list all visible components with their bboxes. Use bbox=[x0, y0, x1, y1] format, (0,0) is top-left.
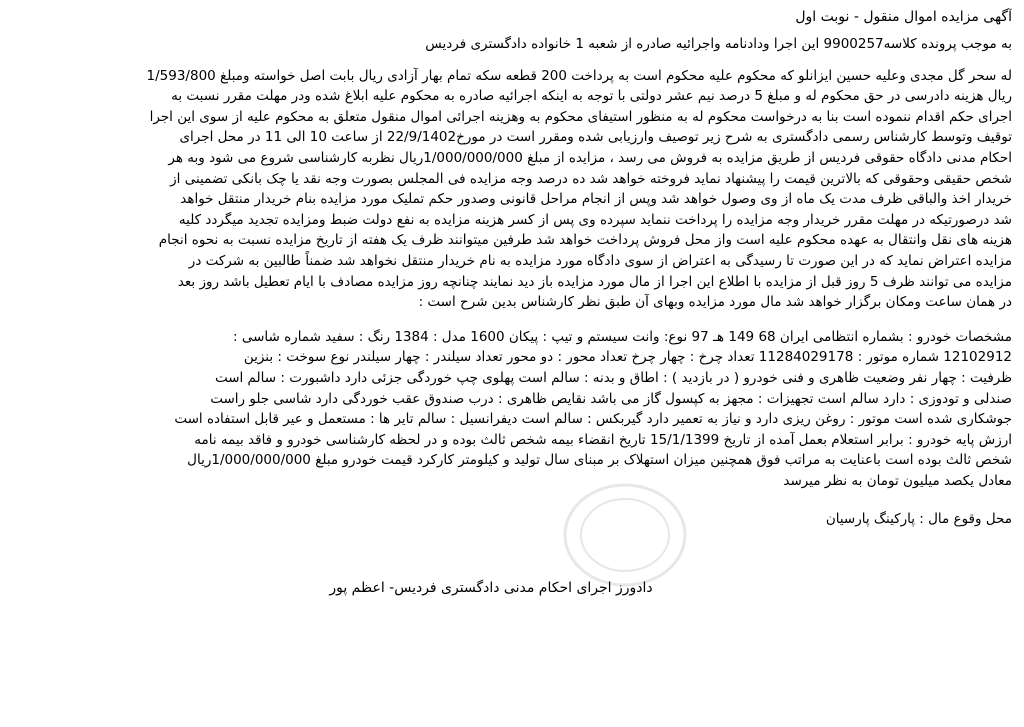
body-line: خریدار اخذ والباقی ظرف مدت یک ماه از وی وصول خواهد شد وپس از انجام مراحل قانونی وصدور حکم تملیک مورد مزایده بنام خریدار منتقل خواهد bbox=[180, 191, 1012, 208]
spec-line: معادل یکصد میلیون تومان به نظر میرسد bbox=[783, 472, 1012, 489]
body-line: شخص حقیقی وحقوقی که بالاترین قیمت را پیشنهاد نماید فروخته خواهد شد ده درصد وجه مزایده فی المجلس بصورت وجه نقد یا چک بانکی تضمینی از bbox=[170, 170, 1012, 187]
spec-line: ظرفیت : چهار نفر وضعیت ظاهری و فنی خودرو ( در بازدید ) : اطاق و بدنه : سالم است پهلوی چپ خوردگی جزئی دارد داشبورت : سالم است bbox=[214, 369, 1012, 386]
spec-line: شخص ثالث بوده است باعنایت به مراتب فوق همچنین میزان استهلاک بر مبنای سال تولید و کیلومتر کارکرد قیمت خودرو مبلغ 1/000/000/000ریال bbox=[187, 452, 1012, 469]
spec-line: صندلی و تودوزی : دارد سالم است تجهیزات : مجهز به کپسول گاز می باشد نقایص ظاهری : درب صندوق عقب خوردگی دارد شاسی جلو راست bbox=[210, 390, 1012, 407]
body-line: هزینه های نقل وانتقال به عهده محکوم علیه است واز محل فروش پرداخت خواهد شد طرفین میتوانند ظرف یک هفته از تاریخ مزایده نسبت به نحوه انجام bbox=[158, 232, 1012, 249]
body-line: در همان ساعت ومکان برگزار خواهد شد مال مورد مزایده وبهای آن طبق نظر کارشناس بدین شرح است : bbox=[418, 294, 1012, 311]
vehicle-specs-paragraph bbox=[10, 327, 1012, 492]
notice-title: آگهی مزایده اموال منقول - نوبت اول bbox=[795, 9, 1012, 25]
spec-line: ارزش پایه خودرو : برابر استعلام بعمل آمده از تاریخ 15/1/1399 تاریخ انقضاء بیمه شخص ثالث بوده و در لحظه کارشناسی خودرو و فاقد بیمه نامه bbox=[194, 431, 1012, 448]
spec-line: 12102912 شماره موتور : 11284029178 تعداد چرخ : چهار چرخ تعداد محور : دو محور تعداد سیلندر : چهار سیلندر نوع سوخت : بنزین bbox=[243, 349, 1012, 366]
body-line: مزایده اعتراض نماید که در این صورت تا رسیدگی به اعتراض از سوی دادگاه مورد مزایده به نام خریدار منتقل نخواهد شد ضمناً طالبین به شرکت در bbox=[188, 252, 1012, 269]
signature-line: دادورز اجرای احکام مدنی دادگستری فردیس- اعظم پور bbox=[329, 580, 653, 597]
body-line: توقیف وتوسط کارشناس رسمی دادگستری به شرح زیر توصیف وارزیابی شده ومقرر است در مورخ22/9/1402 از ساعت 10 الی 11 در محل اجرای bbox=[179, 129, 1012, 146]
body-line: احکام مدنی دادگاه حقوقی فردیس از طریق مزایده به فروش می رسد ، مزایده از مبلغ 1/000/000/000ریال نظربه کارشناسی شروع می شود وبه هر bbox=[168, 149, 1012, 166]
body-line: مزایده می توانند ظرف 5 روز قبل از مزایده با اطلاع این اجرا از مال مورد مزایده باز دید نمایند چنانچه روز مزایده مصادف با ایام تعطیل باشد روز بعد bbox=[177, 273, 1012, 290]
spec-line: مشخصات خودرو : بشماره انتظامی ایران 68 149 هـ 97 نوع: وانت سیستم و تیپ : پیکان 1600 مدل : 1384 رنگ : سفید شماره شاسی : bbox=[232, 328, 1012, 345]
body-line: ریال هزینه دادرسی در حق محکوم له و مبلغ 5 درصد نیم عشر دولتی با توجه به اینکه اجرائیه صادره به محکوم علیه ابلاغ شده ودر مهلت مقرر نسبت به bbox=[171, 88, 1012, 105]
spec-line: جوشکاری شده است موتور : روغن ریزی دارد و نیاز به تعمیر دارد گیربکس : سالم است دیفرانسیل : سالم تایر ها : مستعمل و عیر قابل استفاده است bbox=[174, 411, 1012, 428]
body-line: اجرای حکم اقدام ننموده است بنا به درخواست محکوم له به منظور استیفای محکوم به وهزینه اجرائی اموال منقول متعلق به محکوم علیه از سوی این اجرا bbox=[149, 108, 1012, 125]
body-line: له سحر گل مجدی وعلیه حسین ایزانلو که محکوم علیه محکوم است به پرداخت 200 قطعه سکه تمام بهار آزادی ریال بابت اصل خواسته ومبلغ 1/593/800 bbox=[146, 67, 1012, 84]
body-line: شد درصورتیکه در مهلت مقرر خریدار وجه مزایده را پرداخت ننماید سپرده وی پس از کسر هزینه مزایده به نفع دولت ضبط ومزایده تجدید میگردد کلیه bbox=[178, 211, 1012, 228]
property-location: محل وقوع مال : پارکینگ پارسیان bbox=[825, 511, 1012, 528]
notice-body-paragraph bbox=[10, 66, 1012, 313]
notice-subtitle: به موجب پرونده کلاسه9900257 این اجرا ودادنامه واجرائیه صادره از شعبه 1 خانواده دادگستری فردیس bbox=[425, 36, 1012, 52]
